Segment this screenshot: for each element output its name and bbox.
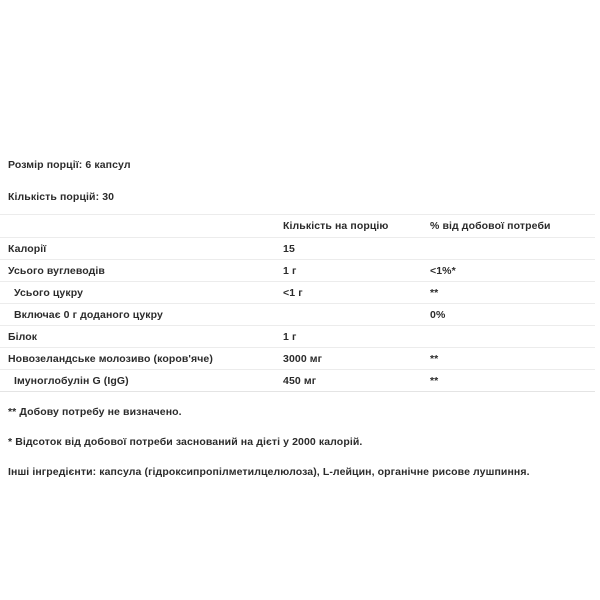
nutrient-amount: 1 г — [283, 326, 430, 348]
column-header-nutrient — [0, 215, 283, 238]
nutrient-name: Новозеландське молозиво (коров'яче) — [0, 348, 283, 370]
footnotes-block — [0, 407, 600, 478]
serving-info-block — [0, 160, 600, 202]
servings-per-container-value: 30 — [102, 190, 115, 203]
nutrient-name: Включає 0 г доданого цукру — [0, 304, 283, 326]
nutrient-name: Калорії — [0, 238, 283, 260]
nutrient-amount — [283, 304, 430, 326]
table-header-row — [0, 215, 595, 238]
table-body — [0, 238, 595, 392]
nutrient-name: Білок — [0, 326, 283, 348]
nutrient-amount: 15 — [283, 238, 430, 260]
column-header-amount-per-serving: Кількість на порцію — [283, 215, 430, 238]
table-header — [0, 215, 595, 238]
footnote-daily-value-not-established: ** Добову потребу не визначено. — [8, 406, 182, 418]
table-row — [0, 348, 595, 370]
nutrient-name: Імуноглобулін G (IgG) — [0, 370, 283, 392]
table-row — [0, 304, 595, 326]
servings-per-container-label: Кількість порцій: — [8, 190, 100, 203]
nutrient-daily-value — [430, 326, 595, 348]
nutrient-amount: 450 мг — [283, 370, 430, 392]
nutrient-daily-value: 0% — [430, 304, 595, 326]
nutrient-amount: 1 г — [283, 260, 430, 282]
footnote-percent-daily-value-basis: * Відсоток від добової потреби заснований на дієті у 2000 калорій. — [8, 435, 363, 448]
other-ingredients-text: Інші інгредієнти: капсула (гідроксипропілметилцелюлоза), L-лейцин, органічне рисове лушпиння. — [8, 466, 530, 478]
nutrient-daily-value: <1%* — [430, 260, 595, 282]
table-row — [0, 370, 595, 392]
nutrient-amount: 3000 мг — [283, 348, 430, 370]
table-row — [0, 326, 595, 348]
servings-per-container-line — [8, 192, 592, 203]
nutrient-daily-value: ** — [430, 282, 595, 304]
column-header-daily-value: % від добової потреби — [430, 215, 595, 238]
nutrient-amount: <1 г — [283, 282, 430, 304]
table-row — [0, 238, 595, 260]
serving-size-value: 6 капсул — [85, 159, 131, 171]
serving-size-line — [8, 160, 592, 171]
nutrient-daily-value — [430, 238, 595, 260]
serving-size-label: Розмір порції: — [8, 159, 83, 171]
nutrition-facts-table — [0, 214, 595, 392]
nutrient-name: Усього вуглеводів — [0, 260, 283, 282]
nutrient-daily-value: ** — [430, 348, 595, 370]
table-row — [0, 260, 595, 282]
nutrient-name: Усього цукру — [0, 282, 283, 304]
nutrient-daily-value: ** — [430, 370, 595, 392]
table-row — [0, 282, 595, 304]
